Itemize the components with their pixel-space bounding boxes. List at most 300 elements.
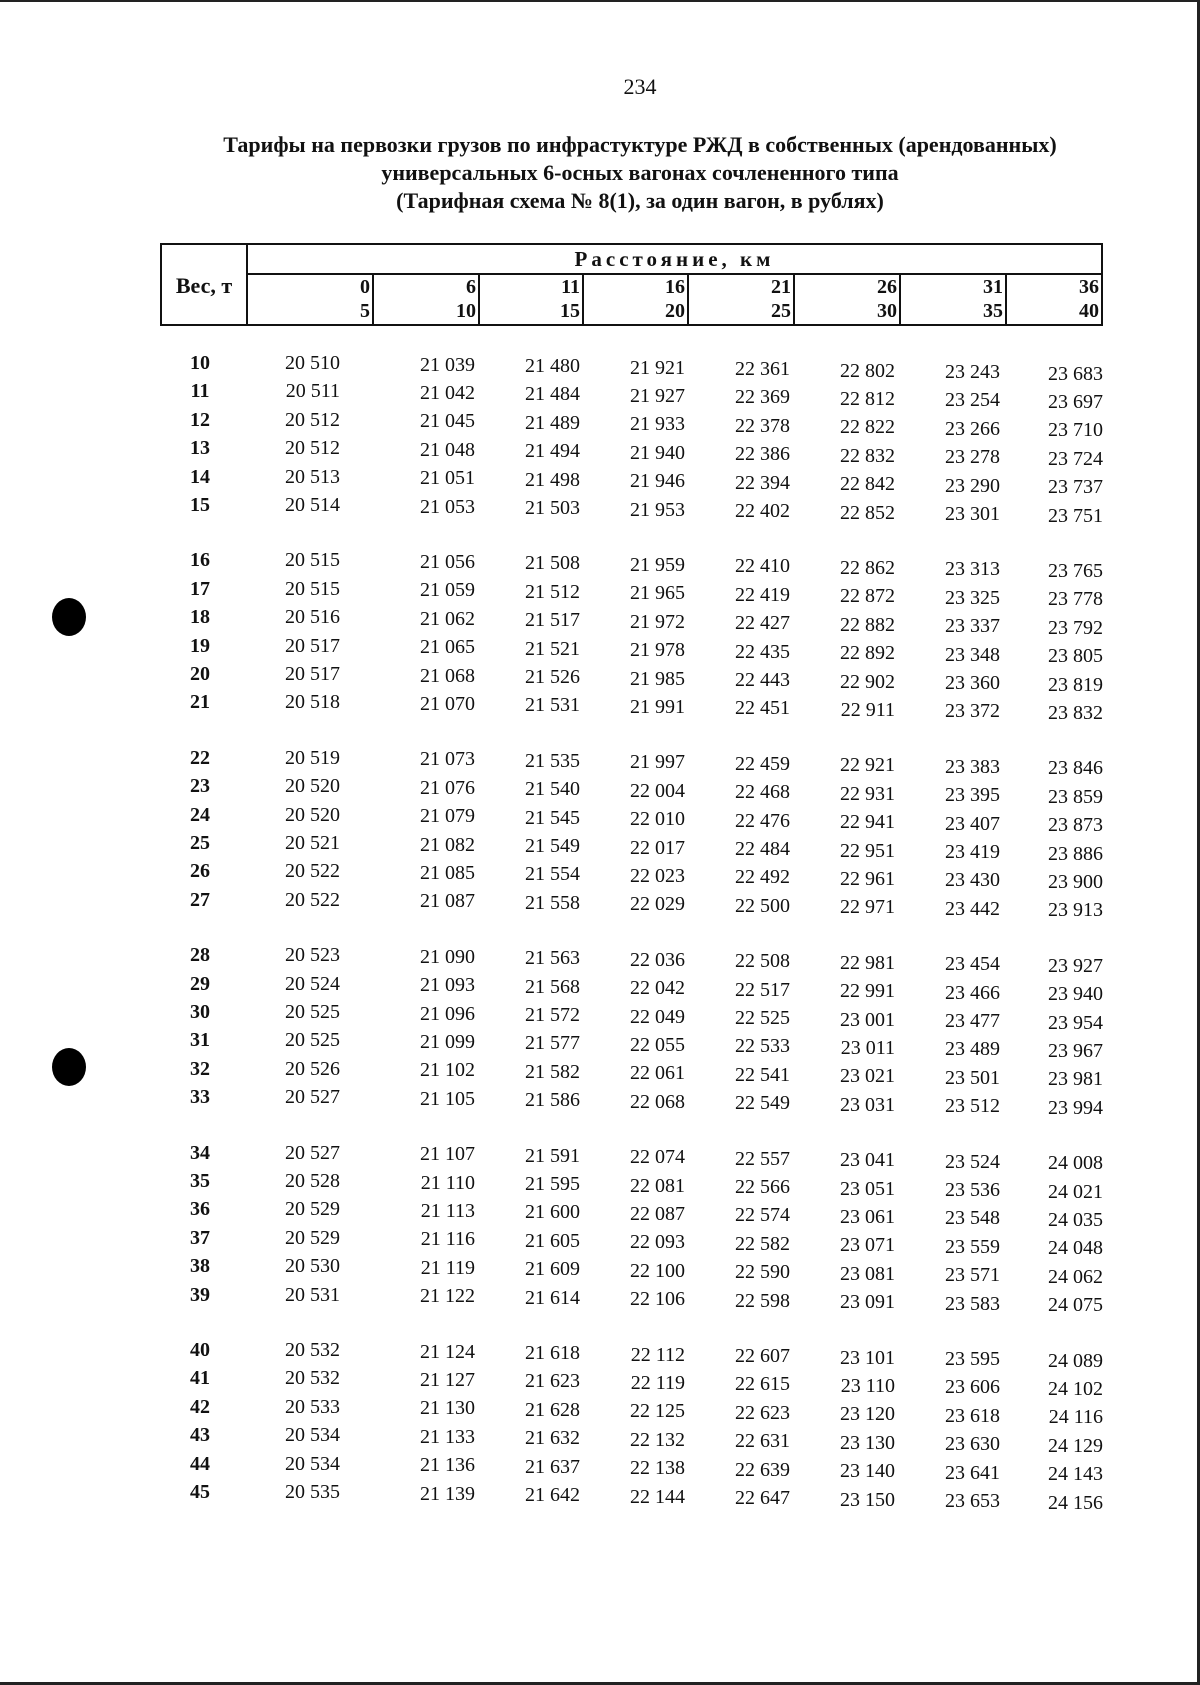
row-weight: 41 [190,1367,210,1390]
tariff-value: 21 558 [525,891,580,914]
tariff-value: 22 049 [630,1005,685,1028]
tariff-value: 23 372 [945,700,1000,723]
tariff-value: 23 313 [945,558,1000,581]
row-weight: 27 [190,888,210,911]
tariff-value: 21 572 [525,1004,580,1026]
tariff-value: 21 618 [525,1342,580,1364]
tariff-value: 21 582 [525,1060,580,1083]
row-weight: 17 [190,577,210,600]
tariff-value: 22 361 [735,358,790,380]
distance-range-from: 11 [561,276,580,298]
tariff-value: 22 911 [840,698,895,721]
tariff-value: 20 515 [285,549,340,572]
tariff-value: 21 531 [525,694,580,717]
tariff-value: 21 591 [525,1144,580,1167]
tariff-value: 21 600 [525,1201,580,1224]
row-weight: 20 [190,663,210,685]
tariff-value: 23 442 [945,897,1000,920]
row-weight: 14 [190,465,210,488]
tariff-value: 22 029 [630,893,685,916]
tariff-value: 22 941 [840,811,895,834]
tariff-value: 20 520 [285,775,340,798]
tariff-value: 20 525 [285,1001,340,1023]
tariff-value: 21 494 [525,440,580,463]
tariff-value: 23 641 [945,1461,1000,1484]
weight-column-header: Вес, т [175,273,233,298]
tariff-value: 22 100 [630,1259,685,1282]
distance-range-to: 25 [771,300,791,322]
row-weight: 18 [190,606,210,629]
tariff-value: 23 290 [945,474,1000,497]
tariff-value: 23 778 [1048,588,1103,611]
tariff-value: 23 846 [1048,757,1103,780]
title-line-2: универсальных 6-осных вагонах сочлененного типа [381,160,899,185]
tariff-value: 23 150 [840,1488,895,1511]
tariff-value: 21 051 [420,467,475,490]
row-weight: 37 [190,1226,210,1249]
tariff-value: 24 048 [1048,1237,1103,1260]
tariff-value: 23 031 [840,1093,895,1116]
tariff-value: 21 563 [525,947,580,970]
tariff-value: 21 609 [525,1258,580,1281]
tariff-value: 23 041 [840,1149,895,1172]
tariff-value: 21 062 [420,607,475,630]
row-weight: 31 [190,1029,210,1052]
tariff-value: 21 136 [420,1454,475,1477]
tariff-value: 20 524 [285,972,340,995]
tariff-value: 21 632 [525,1427,580,1450]
tariff-value: 23 653 [945,1490,1000,1512]
tariff-value: 22 842 [840,473,895,496]
tariff-value: 22 074 [630,1146,685,1169]
tariff-value: 22 468 [735,781,790,804]
tariff-value: 22 419 [735,583,790,606]
tariff-value: 21 933 [630,413,685,436]
tariff-value: 23 266 [945,417,1000,440]
tariff-value: 20 517 [285,634,340,657]
tariff-value: 20 534 [285,1452,340,1475]
tariff-value: 21 056 [420,550,475,573]
tariff-value: 22 087 [630,1202,685,1225]
tariff-value: 23 430 [945,869,1000,892]
tariff-value: 22 004 [630,779,685,802]
tariff-value: 23 101 [840,1346,895,1369]
tariff-value: 21 614 [525,1286,580,1309]
tariff-value: 20 520 [285,803,340,826]
tariff-value: 21 130 [420,1397,475,1420]
tariff-value: 23 130 [840,1431,895,1454]
tariff-value: 21 105 [420,1087,475,1110]
tariff-value: 22 492 [735,866,790,889]
tariff-value: 23 548 [945,1207,1000,1230]
tariff-value: 22 832 [840,444,895,467]
tariff-value: 23 981 [1048,1068,1103,1091]
tariff-value: 21 107 [420,1143,475,1166]
tariff-value: 20 535 [285,1481,340,1503]
tariff-value: 23 278 [945,446,1000,469]
tariff-value: 21 503 [525,497,580,519]
distance-range-to: 20 [665,300,685,322]
tariff-value: 21 096 [420,1002,475,1025]
tariff-value: 24 089 [1048,1349,1103,1372]
tariff-value: 22 378 [735,414,790,437]
tariff-value: 20 513 [285,465,340,488]
tariff-value: 20 529 [285,1226,340,1249]
tariff-value: 22 500 [735,894,790,917]
tariff-value: 22 981 [840,951,895,974]
tariff-value: 21 070 [420,692,475,715]
tariff-value: 22 476 [735,809,790,832]
tariff-value: 21 065 [420,636,475,659]
tariff-value: 23 751 [1048,504,1103,527]
tariff-value: 20 531 [285,1283,340,1306]
tariff-value: 23 454 [945,953,1000,976]
tariff-value: 21 122 [420,1285,475,1308]
tariff-value: 24 143 [1048,1463,1103,1486]
tariff-value: 22 582 [735,1232,790,1255]
tariff-value: 22 931 [840,782,895,805]
tariff-value: 20 522 [285,888,340,911]
title-line-3: (Тарифная схема № 8(1), за один вагон, в рублях) [396,188,884,213]
tariff-value: 23 994 [1048,1096,1103,1119]
tariff-value: 22 598 [735,1289,790,1312]
tariff-value: 20 511 [285,380,340,403]
tariff-value: 22 119 [630,1371,685,1394]
tariff-value: 23 061 [840,1205,895,1228]
tariff-value: 23 383 [945,755,1000,778]
row-weight: 42 [190,1395,210,1418]
tariff-value: 21 586 [525,1089,580,1112]
tariff-value: 22 525 [735,1007,790,1029]
tariff-value: 21 540 [525,778,580,801]
tariff-value: 22 081 [630,1174,685,1197]
tariff-value: 22 921 [840,754,895,777]
tariff-value: 21 642 [525,1484,580,1506]
tariff-value: 22 508 [735,950,790,973]
tariff-value: 20 510 [285,352,340,374]
tariff-value: 23 886 [1048,842,1103,865]
tariff-value: 22 812 [840,387,895,410]
tariff-value: 20 514 [285,494,340,516]
tariff-value: 22 631 [735,1430,790,1453]
tariff-value: 23 477 [945,1010,1000,1032]
tariff-value: 23 001 [840,1008,895,1031]
tariff-value: 22 112 [630,1343,685,1366]
tariff-value: 22 010 [630,808,685,831]
tariff-value: 21 953 [630,498,685,521]
tariff-value: 22 017 [630,836,685,859]
tariff-value: 22 862 [840,556,895,579]
tariff-value: 23 140 [840,1460,895,1483]
tariff-value: 21 517 [525,609,580,632]
tariff-value: 22 872 [840,585,895,608]
tariff-value: 22 892 [840,642,895,665]
row-weight: 38 [190,1255,210,1278]
row-weight: 25 [190,832,210,854]
distance-range-from: 26 [877,276,897,298]
tariff-value: 20 528 [285,1170,340,1192]
tariff-value: 22 036 [630,948,685,971]
tariff-value: 23 360 [945,672,1000,694]
tariff-value: 22 557 [735,1147,790,1170]
tariff-value: 23 805 [1048,645,1103,668]
tariff-value: 21 972 [630,610,685,633]
tariff-value: 21 039 [420,353,475,376]
tariff-value: 22 369 [735,386,790,409]
row-weight: 33 [190,1086,210,1109]
tariff-value: 20 529 [285,1198,340,1221]
tariff-value: 23 913 [1048,899,1103,922]
tariff-value: 23 967 [1048,1039,1103,1062]
tariff-value: 21 508 [525,552,580,575]
tariff-value: 21 535 [525,749,580,772]
tariff-value: 22 427 [735,612,790,635]
tariff-value: 21 090 [420,945,475,968]
tariff-value: 22 386 [735,443,790,466]
tariff-value: 23 051 [840,1177,895,1200]
tariff-value: 21 997 [630,751,685,774]
row-weight: 43 [190,1424,210,1447]
tariff-value: 22 574 [735,1204,790,1227]
tariff-value: 22 055 [630,1033,685,1056]
distance-range-to: 30 [877,300,897,322]
tariff-value: 20 530 [285,1255,340,1278]
tariff-value: 23 683 [1048,362,1103,385]
tariff-value: 23 524 [945,1150,1000,1173]
tariff-value: 21 526 [525,666,580,688]
tariff-value: 23 501 [945,1066,1000,1089]
tariff-value: 23 325 [945,586,1000,609]
row-weight: 23 [190,775,210,798]
tariff-value: 21 085 [420,861,475,884]
row-weight: 19 [190,634,210,657]
tariff-value: 23 819 [1048,673,1103,696]
tariff-value: 22 590 [735,1261,790,1284]
tariff-value: 20 532 [285,1367,340,1390]
distance-range-to: 40 [1079,300,1099,322]
tariff-value: 22 402 [735,500,790,522]
tariff-value: 23 091 [840,1291,895,1314]
tariff-value: 23 859 [1048,785,1103,808]
tariff-value: 23 337 [945,615,1000,638]
row-weight: 11 [190,380,210,403]
tariff-value: 22 541 [735,1063,790,1086]
tariff-value: 21 068 [420,664,475,687]
tariff-value: 21 053 [420,495,475,518]
tariff-value: 22 068 [630,1090,685,1113]
tariff-value: 21 545 [525,806,580,829]
distance-range-from: 16 [665,276,685,298]
tariff-value: 22 639 [735,1458,790,1481]
tariff-value: 22 484 [735,838,790,860]
tariff-value: 23 071 [840,1234,895,1257]
tariff-value: 21 110 [420,1171,475,1194]
row-weight: 36 [190,1198,210,1221]
distance-range-from: 36 [1079,276,1099,298]
tariff-value: 22 459 [735,752,790,775]
tariff-value: 20 516 [285,606,340,629]
row-weight: 12 [190,408,210,431]
distance-range-from: 21 [771,276,791,298]
tariff-value: 21 119 [420,1256,475,1279]
tariff-value: 21 959 [630,553,685,576]
tariff-value: 22 549 [735,1092,790,1115]
tariff-value: 21 082 [420,833,475,856]
tariff-value: 21 940 [630,441,685,464]
tariff-value: 20 518 [285,691,340,714]
tariff-value: 22 647 [735,1487,790,1509]
row-weight: 34 [190,1141,210,1164]
distance-range-from: 6 [466,276,476,298]
tariff-value: 21 489 [525,411,580,434]
tariff-value: 22 517 [735,978,790,1001]
tariff-value: 23 583 [945,1292,1000,1315]
tariff-value: 22 144 [630,1485,685,1508]
tariff-value: 21 133 [420,1425,475,1448]
tariff-value: 22 991 [840,980,895,1003]
tariff-value: 21 124 [420,1340,475,1363]
tariff-value: 24 129 [1048,1434,1103,1457]
distance-range-to: 10 [456,300,476,322]
tariff-value: 21 116 [420,1228,475,1251]
tariff-value: 23 697 [1048,390,1103,413]
tariff-value: 20 525 [285,1029,340,1052]
tariff-value: 22 822 [840,416,895,439]
row-weight: 26 [190,860,210,883]
tariff-value: 23 021 [840,1065,895,1088]
distance-range-from: 0 [360,276,370,298]
tariff-value: 24 102 [1048,1377,1103,1400]
tariff-value: 22 435 [735,640,790,663]
tariff-value: 23 900 [1048,870,1103,893]
tariff-value: 22 533 [735,1035,790,1058]
tariff-value: 22 023 [630,864,685,887]
tariff-value: 22 961 [840,867,895,890]
tariff-value: 22 566 [735,1176,790,1198]
tariff-value: 21 480 [525,355,580,377]
tariff-value: 23 571 [945,1264,1000,1287]
tariff-value: 23 792 [1048,616,1103,639]
tariff-value: 23 011 [840,1036,895,1059]
tariff-value: 23 606 [945,1376,1000,1399]
tariff-value: 21 484 [525,383,580,406]
tariff-value: 22 042 [630,977,685,1000]
tariff-value: 23 407 [945,812,1000,835]
tariff-value: 21 549 [525,835,580,857]
row-weight: 15 [190,494,210,516]
tariff-value: 23 559 [945,1235,1000,1258]
tariff-value: 23 765 [1048,559,1103,582]
tariff-value: 20 515 [285,577,340,600]
tariff-value: 24 008 [1048,1152,1103,1175]
distance-group-header: Расстояние, км [574,247,775,271]
tariff-value: 21 577 [525,1032,580,1055]
tariff-value: 20 512 [285,408,340,431]
tariff-value: 22 802 [840,359,895,382]
tariff-value: 24 021 [1048,1180,1103,1203]
page-number: 234 [623,74,657,99]
tariff-value: 24 156 [1048,1491,1103,1514]
tariff-value: 21 978 [630,639,685,662]
tariff-value: 22 106 [630,1288,685,1311]
tariff-value: 21 521 [525,637,580,660]
tariff-value: 21 568 [525,975,580,998]
tariff-value: 23 595 [945,1348,1000,1370]
tariff-value: 23 081 [840,1262,895,1285]
tariff-value: 21 139 [420,1482,475,1505]
tariff-value: 22 394 [735,471,790,494]
tariff-value: 23 927 [1048,954,1103,977]
tariff-value: 22 061 [630,1062,685,1085]
row-weight: 28 [190,944,210,967]
tariff-value: 21 102 [420,1059,475,1082]
distance-range-to: 15 [560,300,580,322]
tariff-value: 21 099 [420,1030,475,1053]
tariff-value: 24 075 [1048,1294,1103,1317]
tariff-value: 20 512 [285,437,340,460]
row-weight: 10 [190,352,210,374]
tariff-value: 23 536 [945,1179,1000,1201]
tariff-value: 22 971 [840,896,895,919]
tariff-value: 21 628 [525,1398,580,1421]
tariff-value: 21 113 [420,1199,475,1222]
tariff-value: 21 073 [420,748,475,771]
tariff-value: 22 951 [840,839,895,862]
tariff-value: 20 527 [285,1086,340,1109]
tariff-value: 22 138 [630,1457,685,1480]
row-weight: 16 [190,549,210,572]
tariff-value: 21 048 [420,438,475,461]
tariff-value: 23 737 [1048,476,1103,499]
tariff-value: 23 243 [945,361,1000,383]
row-weight: 21 [190,691,210,714]
tariff-value: 20 533 [285,1395,340,1418]
tariff-value: 20 521 [285,832,340,854]
row-weight: 13 [190,437,210,460]
tariff-value: 21 093 [420,974,475,997]
row-weight: 30 [190,1001,210,1023]
tariff-value: 20 526 [285,1057,340,1080]
tariff-value: 23 710 [1048,419,1103,442]
tariff-value: 21 554 [525,863,580,886]
tariff-value: 22 125 [630,1400,685,1423]
tariff-value: 22 451 [735,697,790,720]
tariff-value: 20 534 [285,1424,340,1447]
tariff-value: 21 965 [630,582,685,605]
tariff-value: 24 035 [1048,1208,1103,1231]
tariff-value: 20 527 [285,1141,340,1164]
tariff-value: 20 532 [285,1339,340,1361]
tariff-value: 24 062 [1048,1265,1103,1288]
tariff-value: 21 087 [420,890,475,913]
tariff-value: 23 254 [945,389,1000,412]
tariff-value: 22 607 [735,1345,790,1367]
tariff-value: 23 489 [945,1038,1000,1061]
tariff-value: 22 443 [735,669,790,691]
tariff-value: 21 927 [630,384,685,407]
distance-range-to: 35 [983,300,1003,322]
row-weight: 24 [190,803,210,826]
tariff-value: 22 623 [735,1401,790,1424]
tariff-value: 23 832 [1048,701,1103,724]
row-weight: 40 [190,1339,210,1361]
tariff-value: 22 615 [735,1373,790,1396]
distance-range-from: 31 [983,276,1003,298]
tariff-value: 21 059 [420,579,475,602]
tariff-value: 21 076 [420,776,475,799]
tariff-value: 23 120 [840,1403,895,1426]
tariff-value: 23 940 [1048,983,1103,1006]
